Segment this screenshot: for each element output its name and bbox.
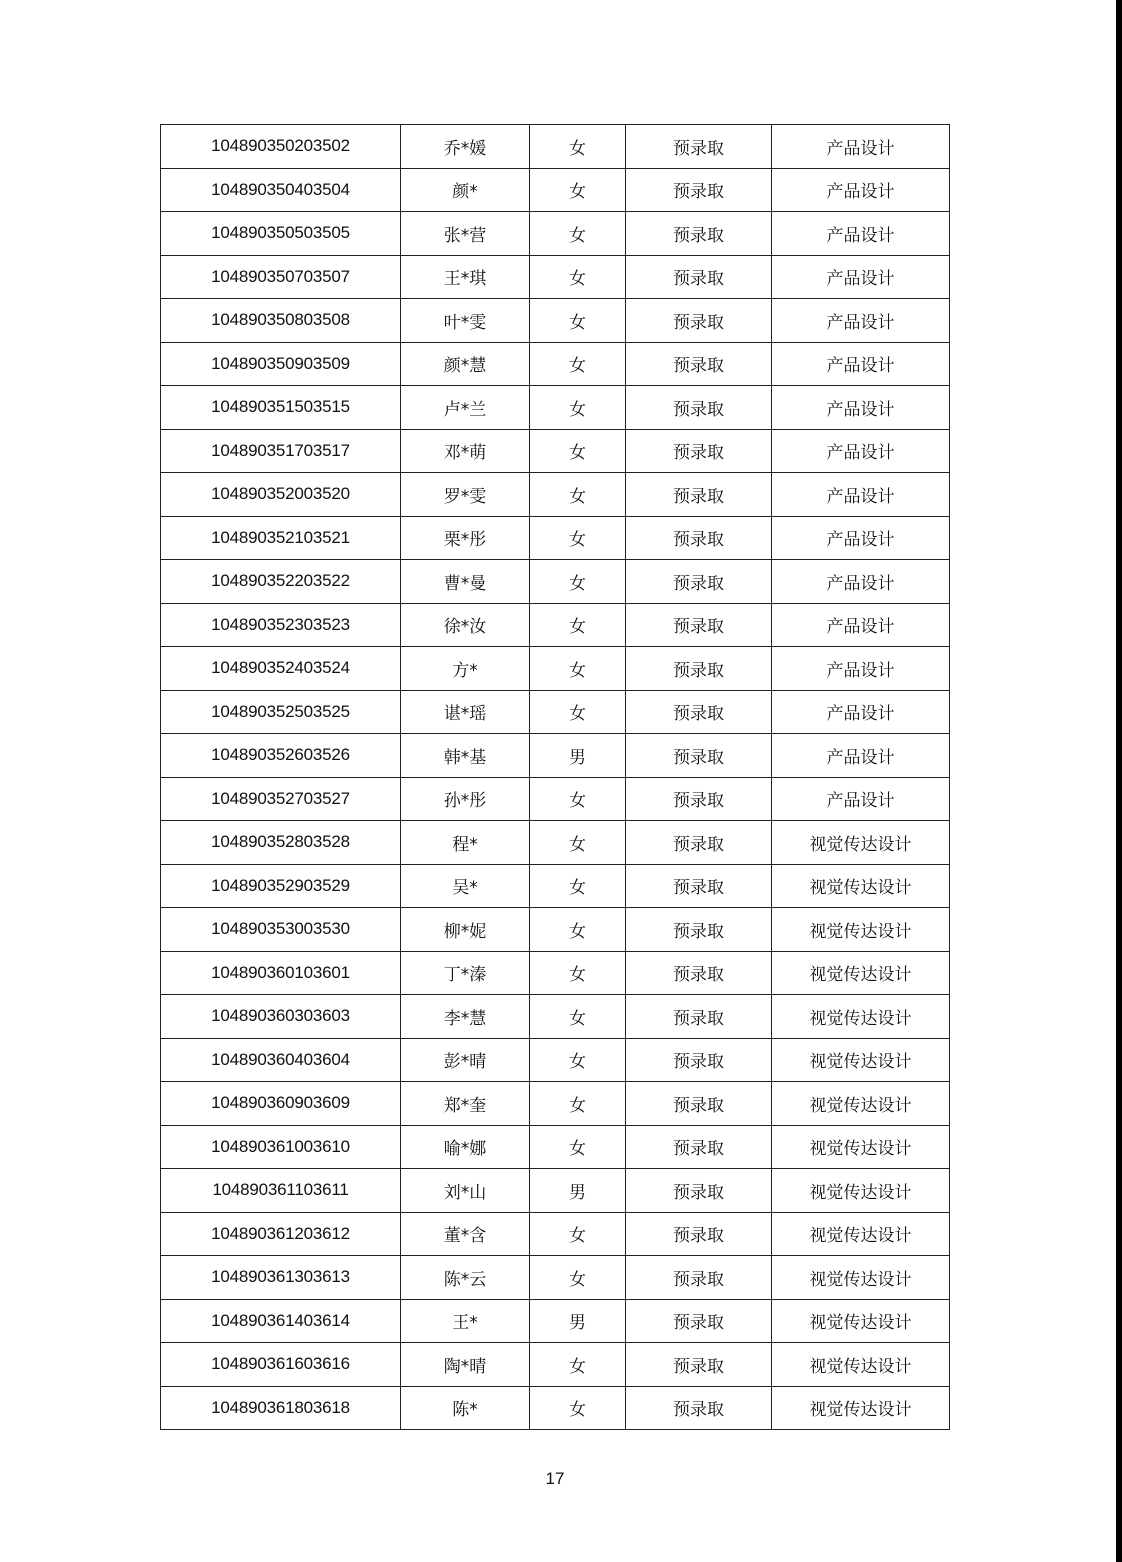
candidate-id-cell: 104890352103521	[161, 516, 401, 560]
gender-cell: 女	[530, 516, 626, 560]
candidate-name-cell: 栗*彤	[401, 516, 530, 560]
table-row	[161, 386, 950, 430]
admission-status-cell: 预录取	[626, 429, 772, 473]
table-row	[161, 995, 950, 1039]
major-cell: 产品设计	[772, 647, 950, 691]
table-row	[161, 1125, 950, 1169]
candidate-id-cell: 104890350803508	[161, 299, 401, 343]
major-cell: 视觉传达设计	[772, 821, 950, 865]
candidate-name-cell: 张*营	[401, 212, 530, 256]
candidate-name-cell: 徐*汝	[401, 603, 530, 647]
candidate-id-cell: 104890360103601	[161, 951, 401, 995]
gender-cell: 女	[530, 212, 626, 256]
table-row	[161, 429, 950, 473]
admission-status-cell: 预录取	[626, 299, 772, 343]
major-cell: 视觉传达设计	[772, 1299, 950, 1343]
admission-status-cell: 预录取	[626, 821, 772, 865]
candidate-name-cell: 王*琪	[401, 255, 530, 299]
candidate-name-cell: 程*	[401, 821, 530, 865]
table-row	[161, 516, 950, 560]
admission-status-cell: 预录取	[626, 951, 772, 995]
admission-status-cell: 预录取	[626, 777, 772, 821]
candidate-id-cell: 104890360903609	[161, 1082, 401, 1126]
candidate-id-cell: 104890351503515	[161, 386, 401, 430]
candidate-id-cell: 104890353003530	[161, 908, 401, 952]
table-row	[161, 864, 950, 908]
admission-status-cell: 预录取	[626, 647, 772, 691]
major-cell: 视觉传达设计	[772, 1256, 950, 1300]
admission-status-cell: 预录取	[626, 386, 772, 430]
table-row	[161, 1082, 950, 1126]
table-row	[161, 212, 950, 256]
gender-cell: 女	[530, 255, 626, 299]
major-cell: 视觉传达设计	[772, 1343, 950, 1387]
gender-cell: 女	[530, 777, 626, 821]
candidate-id-cell: 104890352303523	[161, 603, 401, 647]
admission-status-cell: 预录取	[626, 734, 772, 778]
table-row	[161, 951, 950, 995]
page-number: 17	[545, 1469, 565, 1488]
major-cell: 视觉传达设计	[772, 1038, 950, 1082]
major-cell: 视觉传达设计	[772, 951, 950, 995]
admission-status-cell: 预录取	[626, 864, 772, 908]
gender-cell: 男	[530, 734, 626, 778]
candidate-name-cell: 曹*曼	[401, 560, 530, 604]
major-cell: 产品设计	[772, 386, 950, 430]
major-cell: 产品设计	[772, 516, 950, 560]
gender-cell: 女	[530, 168, 626, 212]
major-cell: 产品设计	[772, 342, 950, 386]
candidate-id-cell: 104890352803528	[161, 821, 401, 865]
candidate-id-cell: 104890350403504	[161, 168, 401, 212]
table-row	[161, 603, 950, 647]
table-row	[161, 908, 950, 952]
table-row	[161, 1386, 950, 1430]
candidate-id-cell: 104890352503525	[161, 690, 401, 734]
gender-cell: 男	[530, 1169, 626, 1213]
candidate-name-cell: 邓*萌	[401, 429, 530, 473]
admission-status-cell: 预录取	[626, 1038, 772, 1082]
candidate-id-cell: 104890352003520	[161, 473, 401, 517]
candidate-id-cell: 104890361403614	[161, 1299, 401, 1343]
gender-cell: 女	[530, 1082, 626, 1126]
candidate-name-cell: 罗*雯	[401, 473, 530, 517]
gender-cell: 女	[530, 560, 626, 604]
admission-status-cell: 预录取	[626, 690, 772, 734]
candidate-name-cell: 方*	[401, 647, 530, 691]
candidate-id-cell: 104890360303603	[161, 995, 401, 1039]
admission-table-body	[161, 125, 950, 1430]
admission-status-cell: 预录取	[626, 1082, 772, 1126]
table-row	[161, 1038, 950, 1082]
admission-status-cell: 预录取	[626, 995, 772, 1039]
gender-cell: 女	[530, 473, 626, 517]
major-cell: 产品设计	[772, 255, 950, 299]
gender-cell: 女	[530, 647, 626, 691]
admission-status-cell: 预录取	[626, 1212, 772, 1256]
table-row	[161, 560, 950, 604]
admission-status-cell: 预录取	[626, 908, 772, 952]
candidate-name-cell: 李*慧	[401, 995, 530, 1039]
gender-cell: 女	[530, 386, 626, 430]
gender-cell: 女	[530, 1256, 626, 1300]
gender-cell: 女	[530, 125, 626, 169]
admission-status-cell: 预录取	[626, 516, 772, 560]
major-cell: 视觉传达设计	[772, 995, 950, 1039]
candidate-name-cell: 吴*	[401, 864, 530, 908]
admission-status-cell: 预录取	[626, 168, 772, 212]
gender-cell: 女	[530, 1212, 626, 1256]
major-cell: 视觉传达设计	[772, 1082, 950, 1126]
table-row	[161, 299, 950, 343]
candidate-id-cell: 104890361803618	[161, 1386, 401, 1430]
major-cell: 视觉传达设计	[772, 908, 950, 952]
candidate-name-cell: 柳*妮	[401, 908, 530, 952]
gender-cell: 女	[530, 821, 626, 865]
gender-cell: 女	[530, 342, 626, 386]
candidate-name-cell: 颜*	[401, 168, 530, 212]
major-cell: 产品设计	[772, 560, 950, 604]
major-cell: 产品设计	[772, 299, 950, 343]
table-row	[161, 647, 950, 691]
major-cell: 视觉传达设计	[772, 1125, 950, 1169]
table-row	[161, 777, 950, 821]
candidate-name-cell: 孙*彤	[401, 777, 530, 821]
candidate-name-cell: 陈*	[401, 1386, 530, 1430]
major-cell: 产品设计	[772, 212, 950, 256]
gender-cell: 女	[530, 1386, 626, 1430]
major-cell: 产品设计	[772, 603, 950, 647]
candidate-name-cell: 彭*晴	[401, 1038, 530, 1082]
candidate-id-cell: 104890352703527	[161, 777, 401, 821]
candidate-name-cell: 陶*晴	[401, 1343, 530, 1387]
gender-cell: 女	[530, 908, 626, 952]
table-row	[161, 255, 950, 299]
gender-cell: 男	[530, 1299, 626, 1343]
candidate-id-cell: 104890361603616	[161, 1343, 401, 1387]
candidate-id-cell: 104890352403524	[161, 647, 401, 691]
major-cell: 产品设计	[772, 168, 950, 212]
table-row	[161, 734, 950, 778]
major-cell: 产品设计	[772, 734, 950, 778]
gender-cell: 女	[530, 299, 626, 343]
table-row	[161, 1343, 950, 1387]
candidate-id-cell: 104890352903529	[161, 864, 401, 908]
admission-status-cell: 预录取	[626, 342, 772, 386]
table-row	[161, 342, 950, 386]
major-cell: 视觉传达设计	[772, 1212, 950, 1256]
major-cell: 产品设计	[772, 429, 950, 473]
table-row	[161, 1169, 950, 1213]
admission-status-cell: 预录取	[626, 1169, 772, 1213]
candidate-id-cell: 104890360403604	[161, 1038, 401, 1082]
admission-status-cell: 预录取	[626, 1343, 772, 1387]
candidate-id-cell: 104890350703507	[161, 255, 401, 299]
candidate-id-cell: 104890350203502	[161, 125, 401, 169]
candidate-name-cell: 王*	[401, 1299, 530, 1343]
candidate-name-cell: 卢*兰	[401, 386, 530, 430]
gender-cell: 女	[530, 995, 626, 1039]
gender-cell: 女	[530, 690, 626, 734]
candidate-id-cell: 104890361103611	[161, 1169, 401, 1213]
candidate-name-cell: 郑*奎	[401, 1082, 530, 1126]
table-row	[161, 690, 950, 734]
table-row	[161, 1212, 950, 1256]
candidate-id-cell: 104890351703517	[161, 429, 401, 473]
candidate-id-cell: 104890350903509	[161, 342, 401, 386]
admission-status-cell: 预录取	[626, 473, 772, 517]
major-cell: 产品设计	[772, 125, 950, 169]
page-edge-bar	[1116, 0, 1122, 1562]
candidate-id-cell: 104890361003610	[161, 1125, 401, 1169]
candidate-id-cell: 104890352203522	[161, 560, 401, 604]
gender-cell: 女	[530, 1125, 626, 1169]
candidate-id-cell: 104890352603526	[161, 734, 401, 778]
major-cell: 产品设计	[772, 473, 950, 517]
gender-cell: 女	[530, 951, 626, 995]
admission-status-cell: 预录取	[626, 1299, 772, 1343]
table-row	[161, 821, 950, 865]
admission-status-cell: 预录取	[626, 1256, 772, 1300]
admission-status-cell: 预录取	[626, 603, 772, 647]
admission-status-cell: 预录取	[626, 212, 772, 256]
major-cell: 产品设计	[772, 690, 950, 734]
candidate-name-cell: 乔*媛	[401, 125, 530, 169]
admission-status-cell: 预录取	[626, 125, 772, 169]
gender-cell: 女	[530, 429, 626, 473]
major-cell: 视觉传达设计	[772, 1386, 950, 1430]
candidate-name-cell: 颜*慧	[401, 342, 530, 386]
gender-cell: 女	[530, 1038, 626, 1082]
candidate-id-cell: 104890350503505	[161, 212, 401, 256]
candidate-name-cell: 丁*溱	[401, 951, 530, 995]
admission-status-cell: 预录取	[626, 560, 772, 604]
candidate-name-cell: 叶*雯	[401, 299, 530, 343]
candidate-name-cell: 董*含	[401, 1212, 530, 1256]
major-cell: 视觉传达设计	[772, 864, 950, 908]
candidate-name-cell: 韩*基	[401, 734, 530, 778]
table-row	[161, 168, 950, 212]
gender-cell: 女	[530, 603, 626, 647]
table-row	[161, 125, 950, 169]
admission-status-cell: 预录取	[626, 1386, 772, 1430]
admission-table	[160, 124, 950, 1430]
major-cell: 视觉传达设计	[772, 1169, 950, 1213]
candidate-name-cell: 谌*瑶	[401, 690, 530, 734]
candidate-name-cell: 喻*娜	[401, 1125, 530, 1169]
gender-cell: 女	[530, 1343, 626, 1387]
candidate-name-cell: 陈*云	[401, 1256, 530, 1300]
table-row	[161, 473, 950, 517]
candidate-name-cell: 刘*山	[401, 1169, 530, 1213]
admission-status-cell: 预录取	[626, 1125, 772, 1169]
major-cell: 产品设计	[772, 777, 950, 821]
table-row	[161, 1299, 950, 1343]
candidate-id-cell: 104890361303613	[161, 1256, 401, 1300]
admission-status-cell: 预录取	[626, 255, 772, 299]
gender-cell: 女	[530, 864, 626, 908]
candidate-id-cell: 104890361203612	[161, 1212, 401, 1256]
table-row	[161, 1256, 950, 1300]
